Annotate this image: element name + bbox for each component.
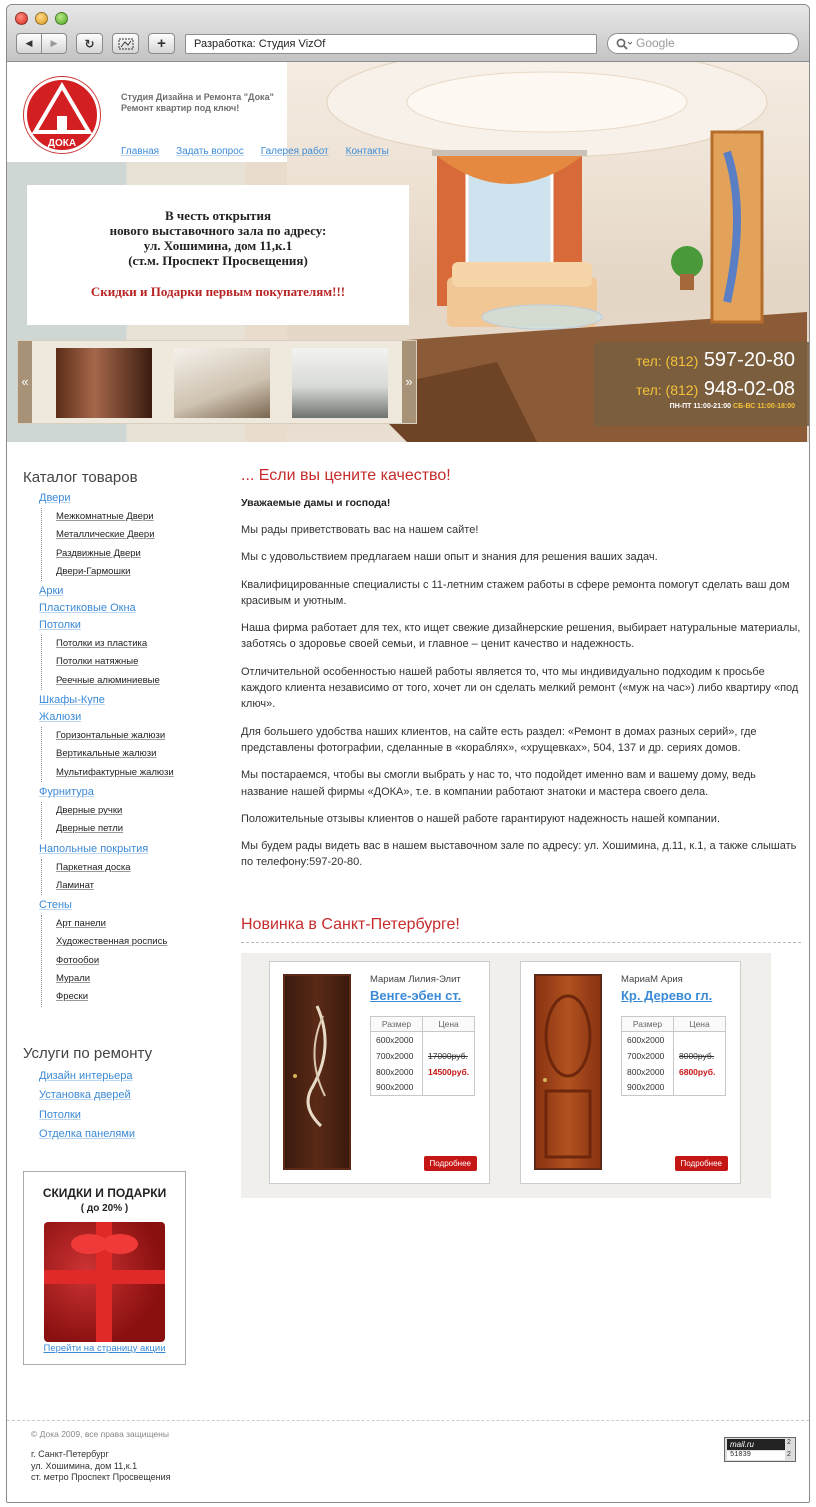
subcategory-link[interactable]: Реечные алюминиевые [56, 674, 160, 686]
subcategory-link[interactable]: Арт панели [56, 918, 106, 930]
blinds-submenu [41, 727, 203, 782]
gift-ribbon-icon [44, 1222, 165, 1342]
site-logo[interactable] [24, 77, 100, 153]
slider-next-button[interactable] [402, 341, 416, 423]
category-wardrobes-link[interactable]: Шкафы-Купе [39, 694, 105, 707]
chevron-right-icon: » [405, 374, 413, 389]
services-title: Услуги по ремонту [23, 1044, 153, 1062]
details-button[interactable]: Подробнее [675, 1156, 729, 1171]
promo-line: В честь открытия [165, 208, 271, 223]
size-cell: 900x2000 [622, 1080, 674, 1096]
subcategory-link[interactable]: Потолки из пластика [56, 638, 148, 650]
category-blinds-link[interactable]: Жалюзи [39, 711, 82, 724]
fittings-submenu [41, 802, 203, 839]
size-cell: 900x2000 [371, 1080, 423, 1096]
doors-submenu [41, 508, 203, 581]
old-price: 8000руб. [679, 1050, 715, 1061]
counter-brand: mail.ru [727, 1439, 785, 1450]
snapshot-button[interactable] [112, 33, 139, 54]
promo-page-link[interactable]: Перейти на страницу акции [43, 1343, 166, 1354]
service-link[interactable]: Потолки [39, 1108, 81, 1121]
counter-today: 2 [787, 1439, 791, 1446]
browser-toolbar [7, 5, 809, 62]
product-name-link[interactable]: Кр. Дерево гл. [621, 988, 713, 1003]
paragraph: Мы рады приветствовать вас на нашем сайте! [241, 524, 479, 536]
discount-promo-box [23, 1171, 186, 1365]
counter-value: 51039 [727, 1451, 785, 1460]
door-pattern-icon [285, 976, 349, 1168]
old-price: 17000руб. [428, 1050, 468, 1061]
door-image[interactable] [534, 974, 602, 1170]
paragraph: Для большего удобства наших клиентов, на сайте есть раздел: «Ремонт в домах разных серий», где представлены фотографии, сделанные в «кораблях», «хрущевках», 504, 137 и др. сериях домов. [241, 725, 757, 754]
paragraph: Мы будем рады видеть вас в нашем выставочном зале по адресу: ул. Хошимина, д.11, к.1, а также слышать по телефону:597-20-80. [241, 840, 797, 869]
browser-window [6, 4, 810, 1503]
size-cell: 700x2000 [371, 1048, 423, 1064]
subcategory-link[interactable]: Вертикальные жалюзи [56, 748, 157, 760]
size-header: Размер [371, 1017, 423, 1032]
price-header: Цена [423, 1017, 475, 1032]
promo-line: (ст.м. Проспект Просвещения) [128, 253, 308, 268]
search-placeholder: Google [636, 36, 675, 50]
size-header: Размер [622, 1017, 674, 1032]
product-card [269, 961, 490, 1184]
snapshot-icon [118, 38, 134, 50]
studio-slogan: Ремонт квартир под ключ! [121, 103, 240, 113]
main-content [241, 467, 801, 882]
subcategory-link[interactable]: Раздвижные Двери [56, 547, 141, 559]
category-arches-link[interactable]: Арки [39, 585, 64, 598]
web-page [7, 62, 809, 1503]
nav-gallery-link[interactable]: Галерея работ [260, 146, 329, 157]
back-button[interactable] [16, 33, 42, 54]
reload-button[interactable] [76, 33, 103, 54]
gift-subtitle: ( до 20% ) [80, 1203, 129, 1214]
top-navigation [121, 146, 389, 157]
product-brand: Мариам Лилия-Элит [370, 974, 461, 985]
subcategory-link[interactable]: Дверные ручки [56, 804, 123, 816]
category-ceilings-link[interactable]: Потолки [39, 619, 81, 632]
back-icon: ◀ [25, 38, 33, 48]
promo-highlight: Скидки и Подарки первым покупателям!!! [90, 284, 346, 299]
site-header [7, 62, 809, 442]
subcategory-link[interactable]: Художественная роспись [56, 936, 168, 948]
subcategory-link[interactable]: Ламинат [56, 879, 95, 891]
subcategory-link[interactable]: Потолки натяжные [56, 656, 139, 668]
subcategory-link[interactable]: Горизонтальные жалюзи [56, 730, 166, 742]
door-pattern-icon [536, 976, 600, 1168]
size-cell: 700x2000 [622, 1048, 674, 1064]
subcategory-link[interactable]: Межкомнатные Двери [56, 511, 154, 522]
slider-prev-button[interactable] [18, 341, 32, 423]
size-cell: 600x2000 [371, 1032, 423, 1048]
service-link[interactable]: Отделка панелями [39, 1128, 136, 1141]
studio-name: Студия Дизайна и Ремонта "Дока" [121, 92, 274, 102]
product-name-link[interactable]: Венге-эбен ст. [370, 988, 462, 1003]
catalog-title: Каталог товаров [23, 469, 138, 486]
subcategory-link[interactable]: Металлические Двери [56, 529, 155, 541]
address-line: ул. Хошимина, дом 11,к.1 [31, 1460, 138, 1471]
address-line: г. Санкт-Петербург [31, 1449, 109, 1459]
forward-button[interactable] [41, 33, 67, 54]
floors-submenu [41, 859, 203, 896]
product-brand: МариаМ Ария [621, 974, 683, 985]
new-products-title: Новинка в Санкт-Петербурге! [241, 916, 801, 943]
category-walls-link[interactable]: Стены [39, 899, 72, 912]
price-table [621, 1016, 726, 1096]
gallery-slider [17, 340, 417, 424]
size-cell: 800x2000 [371, 1064, 423, 1080]
price-table [370, 1016, 475, 1096]
category-fittings-link[interactable]: Фурнитура [39, 785, 94, 798]
gift-title: СКИДКИ И ПОДАРКИ [42, 1186, 167, 1200]
door-image[interactable] [283, 974, 351, 1170]
add-bookmark-button[interactable] [148, 33, 175, 54]
paragraph: Мы постараемся, чтобы вы смогли выбрать у нас то, что подойдет именно вам и вашему дому, ведь название нашей фирмы «ДОКА», т.е. в компании работают знатоки и мастера своего дела. [241, 769, 756, 798]
phone-number-1[interactable]: тел: (812) 597-20-80 [636, 349, 795, 371]
service-link[interactable]: Дизайн интерьера [39, 1069, 133, 1082]
nav-contacts-link[interactable]: Контакты [345, 146, 389, 157]
search-icon [616, 38, 632, 50]
logo-house-icon [27, 80, 97, 150]
gallery-thumbnail[interactable] [56, 348, 152, 418]
nav-ask-question-link[interactable]: Задать вопрос [176, 146, 244, 157]
forward-icon: ▶ [50, 38, 58, 48]
gift-box-image [44, 1222, 165, 1342]
studio-tagline [121, 92, 274, 114]
paragraph: Наша фирма работает для тех, кто ищет свежие дизайнерские решения, выбирает натуральные материалы, заботясь о здоровье своей семьи, и главное – ценит качество и надежность. [241, 622, 801, 651]
left-sidebar [23, 469, 203, 1145]
logo-text: ДОКА [47, 138, 77, 149]
nav-home-link[interactable]: Главная [121, 146, 160, 157]
subcategory-link[interactable]: Фрески [56, 991, 89, 1003]
product-card [520, 961, 741, 1184]
paragraph: Положительные отзывы клиентов о нашей работе гарантируют надежность нашей компании. [241, 812, 720, 825]
walls-submenu [41, 915, 203, 1006]
subcategory-link[interactable]: Двери-Гармошки [56, 565, 131, 577]
counter-online: 2 [787, 1451, 791, 1458]
ceilings-submenu [41, 635, 203, 690]
promo-banner [27, 185, 409, 325]
subcategory-link[interactable]: Мурали [56, 973, 91, 985]
subcategory-link[interactable]: Дверные петли [56, 823, 124, 835]
phone-box [594, 342, 809, 426]
greeting: Уважаемые дамы и господа! [241, 497, 391, 509]
category-doors-link[interactable]: Двери [39, 492, 71, 504]
service-link[interactable]: Установка дверей [39, 1089, 131, 1102]
copyright: © Дока 2009, все права защищены [31, 1429, 169, 1439]
paragraph: Мы с удовольствием предлагаем наши опыт и знания для решения ваших задач. [241, 551, 658, 564]
new-price: 14500руб. [428, 1066, 470, 1077]
gallery-thumbnail[interactable] [292, 348, 388, 418]
minimize-window-icon[interactable] [35, 12, 48, 25]
visit-counter[interactable] [724, 1437, 796, 1462]
gallery-thumbnail[interactable] [174, 348, 270, 418]
close-window-icon[interactable] [15, 12, 28, 25]
new-products-panel [241, 953, 771, 1198]
paragraph: Квалифицированные специалисты с 11-летним стажем работы в сфере ремонта помогут сделать ваш дом красивым и уютным. [241, 578, 790, 607]
size-cell: 800x2000 [622, 1064, 674, 1080]
subcategory-link[interactable]: Паркетная доска [56, 861, 131, 873]
chevron-left-icon: « [21, 374, 29, 389]
price-header: Цена [674, 1017, 726, 1032]
new-price: 6800руб. [679, 1066, 716, 1077]
subcategory-link[interactable]: Мультифактурные жалюзи [56, 766, 174, 778]
promo-line: нового выставочного зала по адресу: [109, 223, 327, 238]
category-floors-link[interactable]: Напольные покрытия [39, 842, 149, 855]
category-windows-link[interactable]: Пластиковые Окна [39, 602, 136, 615]
footer-address [31, 1449, 171, 1484]
subcategory-link[interactable]: Фотообои [56, 954, 100, 966]
working-hours: ПН-ПТ 11:00-21:00 СБ-ВС 11:00-18:00 [669, 403, 795, 410]
maximize-window-icon[interactable] [55, 12, 68, 25]
site-footer [7, 1420, 809, 1503]
search-field[interactable] [607, 33, 799, 54]
promo-line: ул. Хошимина, дом 11,к.1 [143, 238, 293, 253]
address-bar[interactable] [185, 34, 597, 54]
details-button[interactable]: Подробнее [424, 1156, 478, 1171]
page-title: ... Если вы цените качество! [241, 467, 451, 484]
paragraph: Отличительной особенностью нашей работы является то, что мы индивидуально подходим к просьбе каждого клиента независимо от того, хочет ли он сделать мелкий ремонт («муж на час») либо квартиру «под ключ». [241, 665, 799, 711]
address-text: Разработка: Студия VizOf [194, 38, 326, 50]
reload-icon: ↻ [84, 36, 95, 51]
plus-icon: + [157, 35, 166, 52]
size-cell: 600x2000 [622, 1032, 674, 1048]
address-line: ст. метро Проспект Просвещения [31, 1472, 171, 1482]
phone-number-2[interactable]: тел: (812) 948-02-08 [636, 378, 795, 400]
